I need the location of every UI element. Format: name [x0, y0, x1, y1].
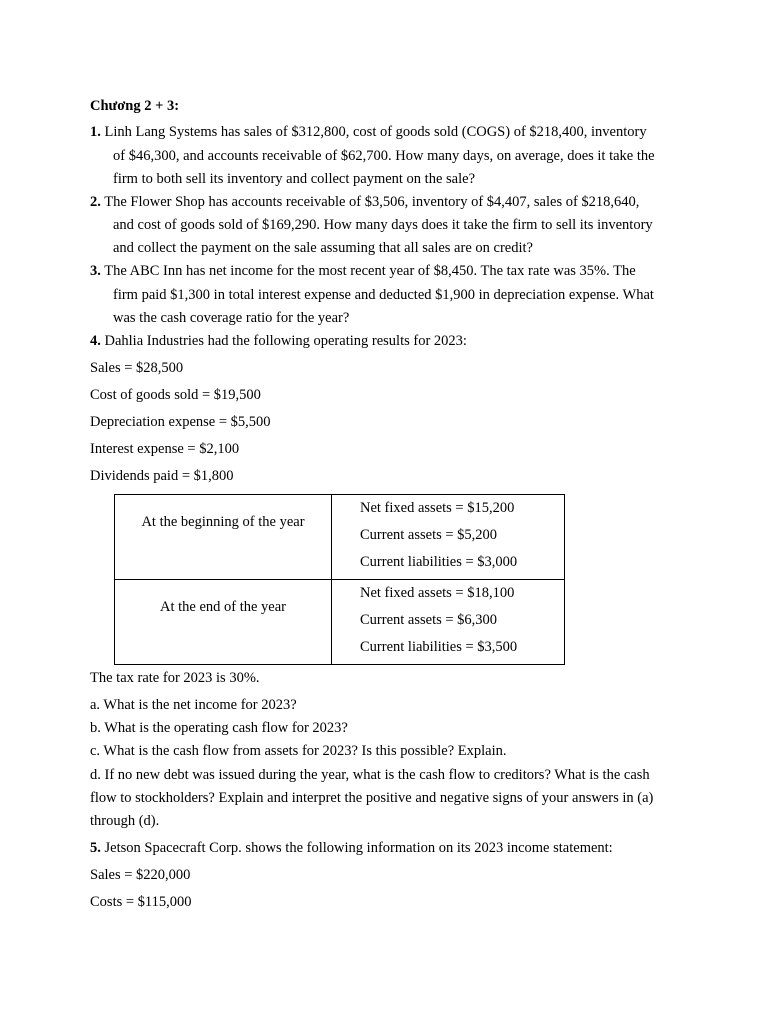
- q4-part-b: b. What is the operating cash flow for 2023?: [90, 720, 348, 736]
- table-cell-end-current-assets: Current assets = $6,300: [360, 612, 498, 628]
- question-1-line-2: of $46,300, and accounts receivable of $62,700. How many days, on average, does it take the: [113, 148, 655, 164]
- table-cell-begin-current-assets: Current assets = $5,200: [360, 527, 498, 543]
- q4-part-d-line-3: through (d).: [90, 813, 160, 829]
- q4-item-dividends: Dividends paid = $1,800: [90, 468, 234, 484]
- table-cell-begin-current-liabilities: Current liabilities = $3,000: [360, 554, 518, 570]
- table-cell-begin-net-fixed-assets: Net fixed assets = $15,200: [360, 500, 515, 516]
- q5-item-costs: Costs = $115,000: [90, 894, 192, 910]
- q4-part-d-line-2: flow to stockholders? Explain and interpret the positive and negative signs of your answers in (a): [90, 790, 654, 806]
- question-4-number: 4.: [90, 333, 101, 349]
- question-5-intro: 5. Jetson Spacecraft Corp. shows the following information on its 2023 income statement:: [90, 840, 613, 856]
- question-3-line-2: firm paid $1,300 in total interest expense and deducted $1,900 in depreciation expense. What: [113, 287, 654, 303]
- question-2-line-1: 2. The Flower Shop has accounts receivable of $3,506, inventory of $4,407, sales of $218,640,: [90, 194, 640, 210]
- question-1-number: 1.: [90, 124, 101, 140]
- q4-part-c: c. What is the cash flow from assets for 2023? Is this possible? Explain.: [90, 743, 507, 759]
- question-3-line-3: was the cash coverage ratio for the year?: [113, 310, 350, 326]
- question-3-number: 3.: [90, 263, 101, 279]
- question-2-number: 2.: [90, 194, 101, 210]
- question-2-line-3: and collect the payment on the sale assuming that all sales are on credit?: [113, 240, 533, 256]
- q4-tax-rate: The tax rate for 2023 is 30%.: [90, 670, 260, 686]
- balance-table: [114, 494, 565, 665]
- q4-item-cogs: Cost of goods sold = $19,500: [90, 387, 261, 403]
- table-row-label-end: At the end of the year: [159, 599, 287, 615]
- q5-item-sales: Sales = $220,000: [90, 867, 191, 883]
- question-2-line-2: and cost of goods sold of $169,290. How many days does it take the firm to sell its inventory: [113, 217, 653, 233]
- q4-item-sales: Sales = $28,500: [90, 360, 184, 376]
- table-row-divider: [115, 579, 564, 580]
- table-row-label-beginning: At the beginning of the year: [141, 514, 305, 530]
- q4-item-interest: Interest expense = $2,100: [90, 441, 240, 457]
- table-cell-end-current-liabilities: Current liabilities = $3,500: [360, 639, 518, 655]
- q4-part-d-line-1: d. If no new debt was issued during the year, what is the cash flow to creditors? What is the cash: [90, 767, 650, 783]
- question-1-line-1: 1. Linh Lang Systems has sales of $312,800, cost of goods sold (COGS) of $218,400, inventory: [90, 124, 647, 140]
- question-3-line-1: 3. The ABC Inn has net income for the most recent year of $8,450. The tax rate was 35%. The: [90, 263, 636, 279]
- question-1-line-3: firm to both sell its inventory and collect payment on the sale?: [113, 171, 476, 187]
- question-4-intro: 4. Dahlia Industries had the following operating results for 2023:: [90, 333, 467, 349]
- question-5-number: 5.: [90, 840, 101, 856]
- table-cell-end-net-fixed-assets: Net fixed assets = $18,100: [360, 585, 515, 601]
- q4-part-a: a. What is the net income for 2023?: [90, 697, 297, 713]
- table-column-divider: [331, 495, 332, 664]
- q4-item-depreciation: Depreciation expense = $5,500: [90, 414, 271, 430]
- section-heading: Chương 2 + 3:: [90, 98, 180, 114]
